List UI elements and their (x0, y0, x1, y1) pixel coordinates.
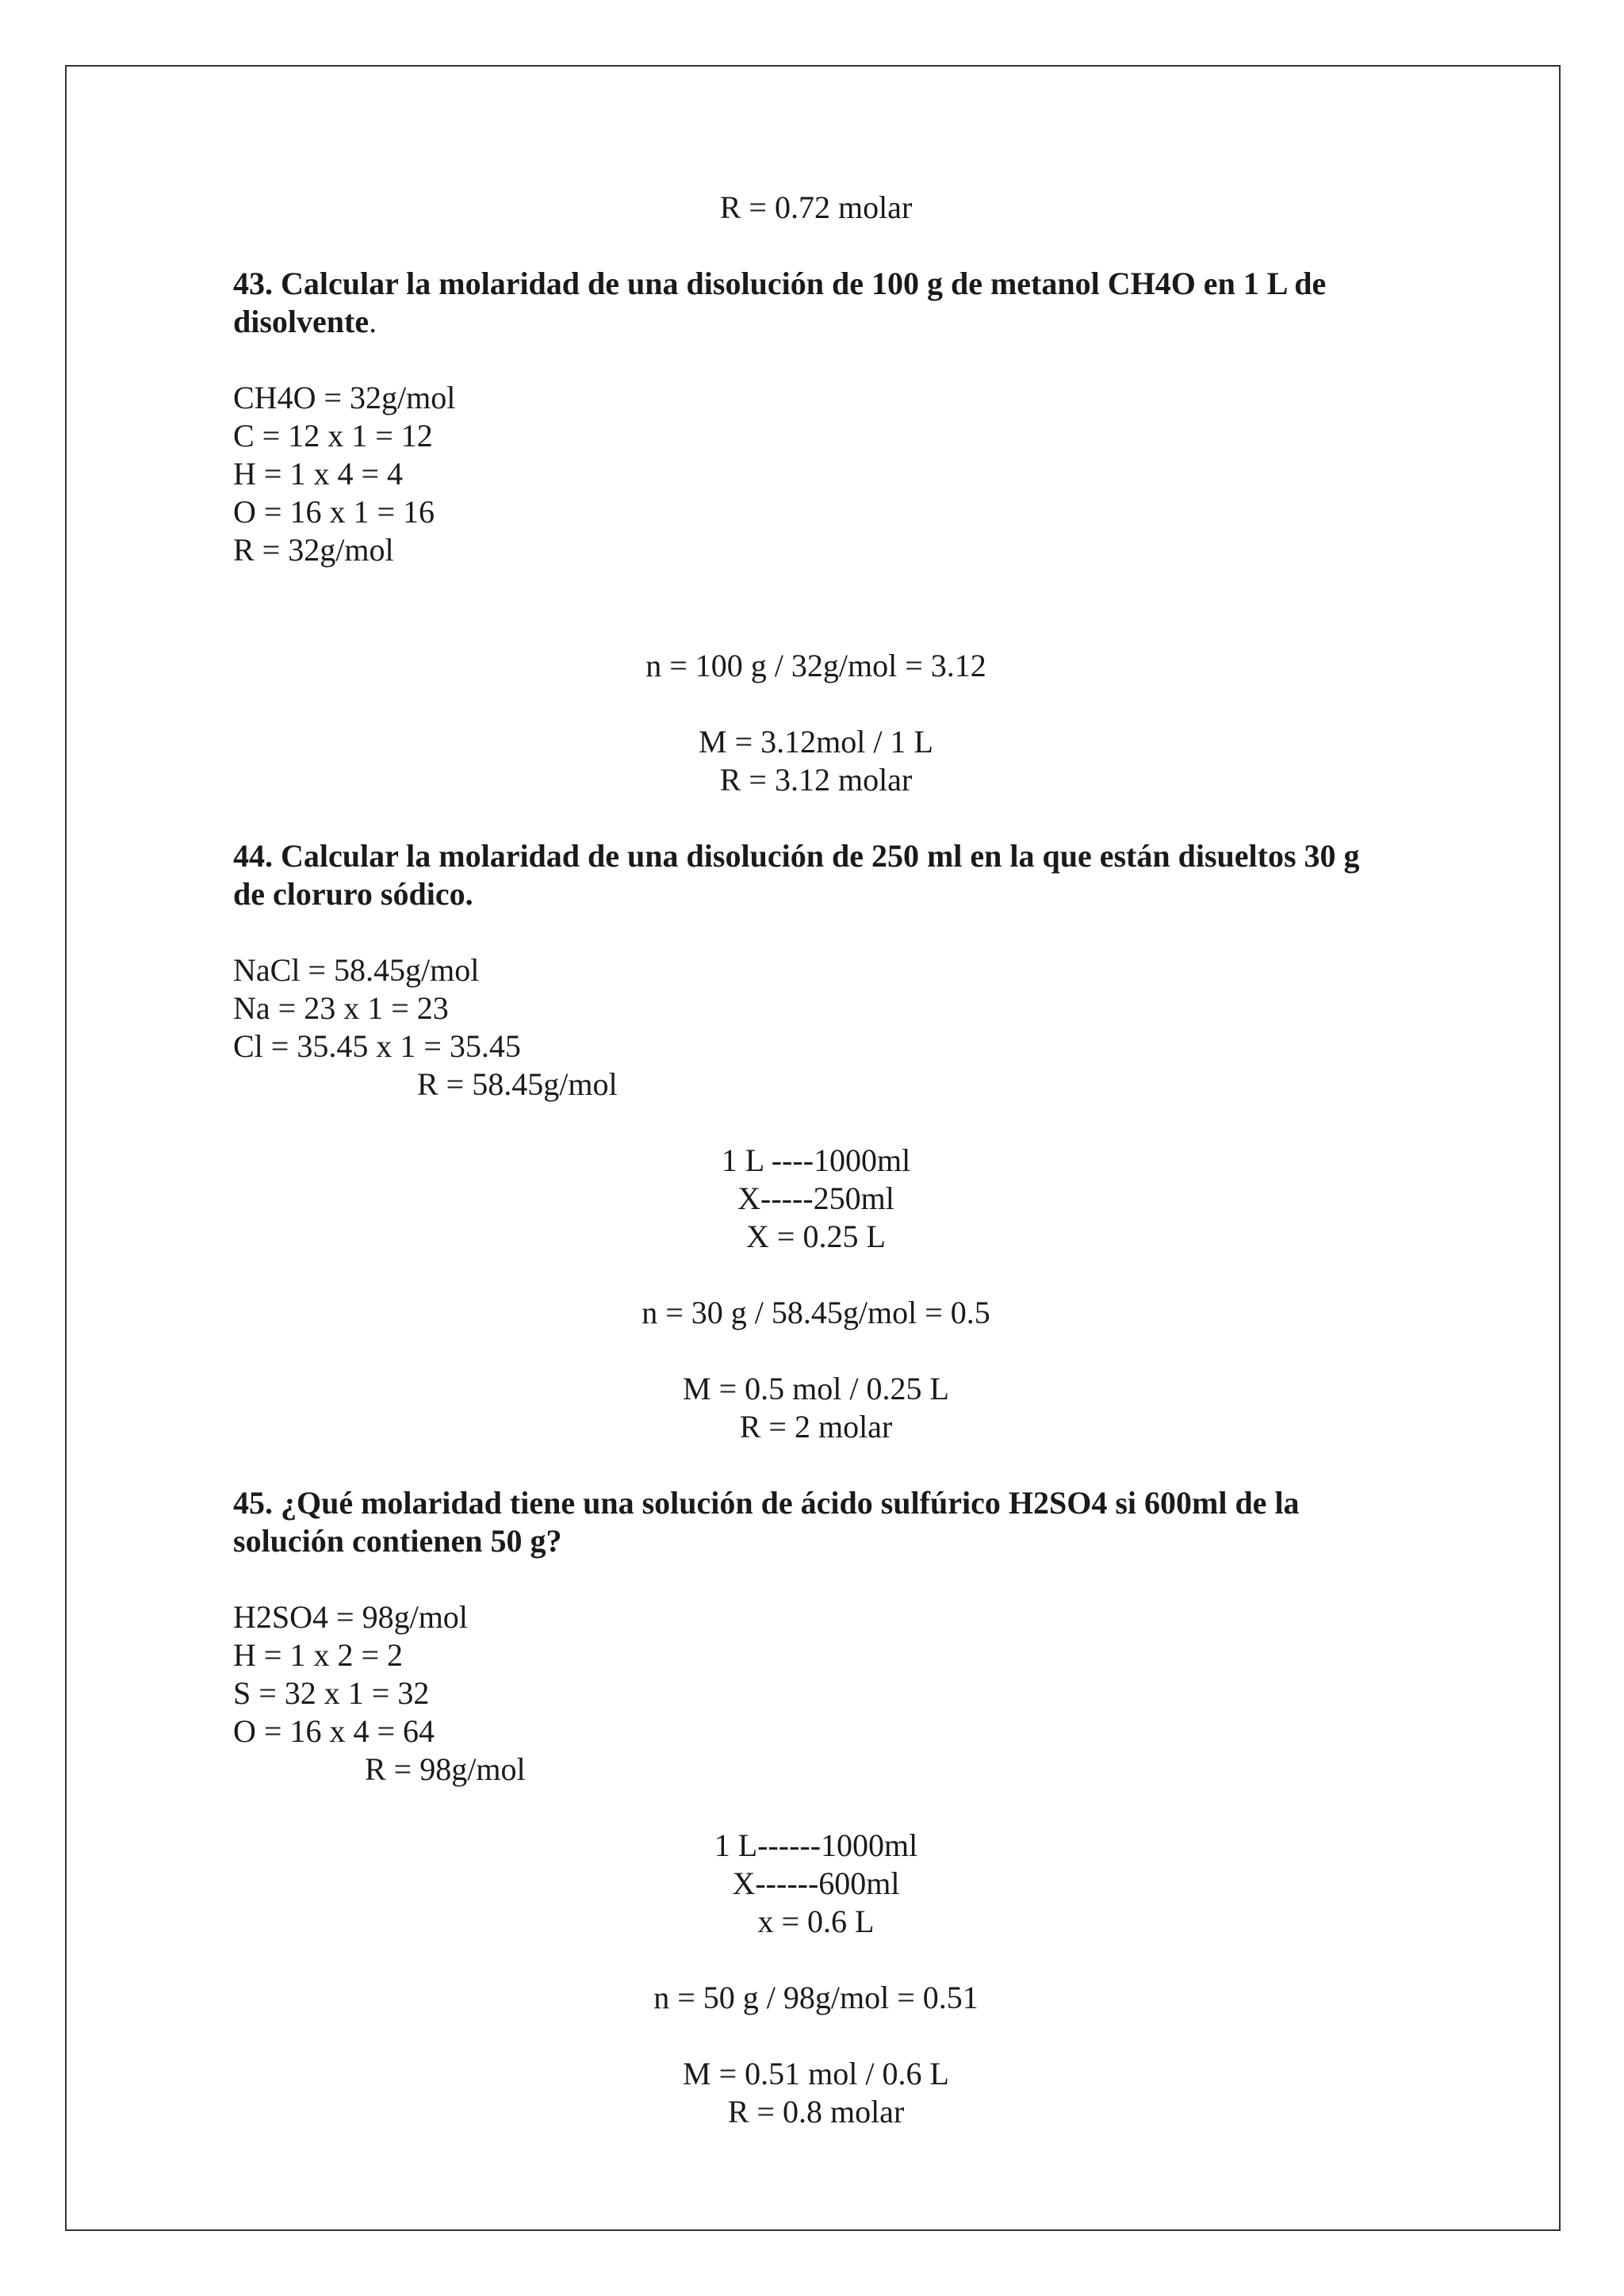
moles-calculation: n = 30 g / 58.45g/mol = 0.5 (642, 1295, 990, 1330)
volume-conversion-result: x = 0.6 L (757, 1904, 875, 1939)
problem-heading-period: . (369, 304, 377, 339)
volume-conversion: X------600ml (732, 1866, 900, 1901)
problem-result: R = 3.12 molar (719, 762, 913, 798)
molar-mass-line: H = 1 x 4 = 4 (233, 456, 404, 492)
molar-mass-line: Na = 23 x 1 = 23 (233, 990, 449, 1026)
molar-mass-line: O = 16 x 1 = 16 (233, 494, 435, 530)
molar-mass-line: NaCl = 58.45g/mol (233, 952, 480, 988)
problem-heading (233, 265, 1399, 341)
molar-mass-total: R = 58.45g/mol (417, 1066, 618, 1102)
molar-mass-line: CH4O = 32g/mol (233, 380, 456, 415)
problem-result: R = 2 molar (739, 1409, 893, 1445)
molar-mass-line: S = 32 x 1 = 32 (233, 1675, 430, 1711)
molarity-calculation: M = 0.51 mol / 0.6 L (683, 2056, 949, 2091)
molarity-calculation: M = 3.12mol / 1 L (699, 724, 933, 760)
molar-mass-total: R = 98g/mol (365, 1751, 526, 1787)
volume-conversion: 1 L ----1000ml (721, 1142, 911, 1178)
molar-mass-total: R = 32g/mol (233, 532, 394, 568)
problem-heading: 44. Calcular la molaridad de una disolución de 250 ml en la que están disueltos 30 g de cloruro sódico. (233, 838, 1360, 912)
molar-mass-line: H = 1 x 2 = 2 (233, 1637, 404, 1673)
molar-mass-line: Cl = 35.45 x 1 = 35.45 (233, 1028, 521, 1064)
problem-result: R = 0.8 molar (727, 2094, 905, 2130)
problem-heading: 45. ¿Qué molaridad tiene una solución de ácido sulfúrico H2SO4 si 600ml de la solución contienen 50 g? (233, 1485, 1300, 1559)
moles-calculation: n = 100 g / 32g/mol = 3.12 (645, 648, 986, 683)
problem-43 (233, 265, 1399, 799)
molarity-calculation: M = 0.5 mol / 0.25 L (683, 1371, 949, 1406)
volume-conversion: 1 L------1000ml (714, 1827, 918, 1863)
molar-mass-line: O = 16 x 4 = 64 (233, 1713, 435, 1749)
problem-heading-text: 43. Calcular la molaridad de una disolución de 100 g de metanol CH4O en 1 L de disolvente (233, 266, 1327, 339)
volume-conversion-result: X = 0.25 L (746, 1219, 886, 1254)
problem-45 (233, 1484, 1399, 2131)
previous-result: R = 0.72 molar (719, 189, 913, 225)
volume-conversion: X-----250ml (737, 1181, 894, 1216)
molar-mass-line: H2SO4 = 98g/mol (233, 1599, 468, 1635)
moles-calculation: n = 50 g / 98g/mol = 0.51 (653, 1980, 979, 2015)
molar-mass-line: C = 12 x 1 = 12 (233, 418, 433, 453)
problem-44 (233, 837, 1399, 1446)
document-body (233, 189, 1399, 2131)
